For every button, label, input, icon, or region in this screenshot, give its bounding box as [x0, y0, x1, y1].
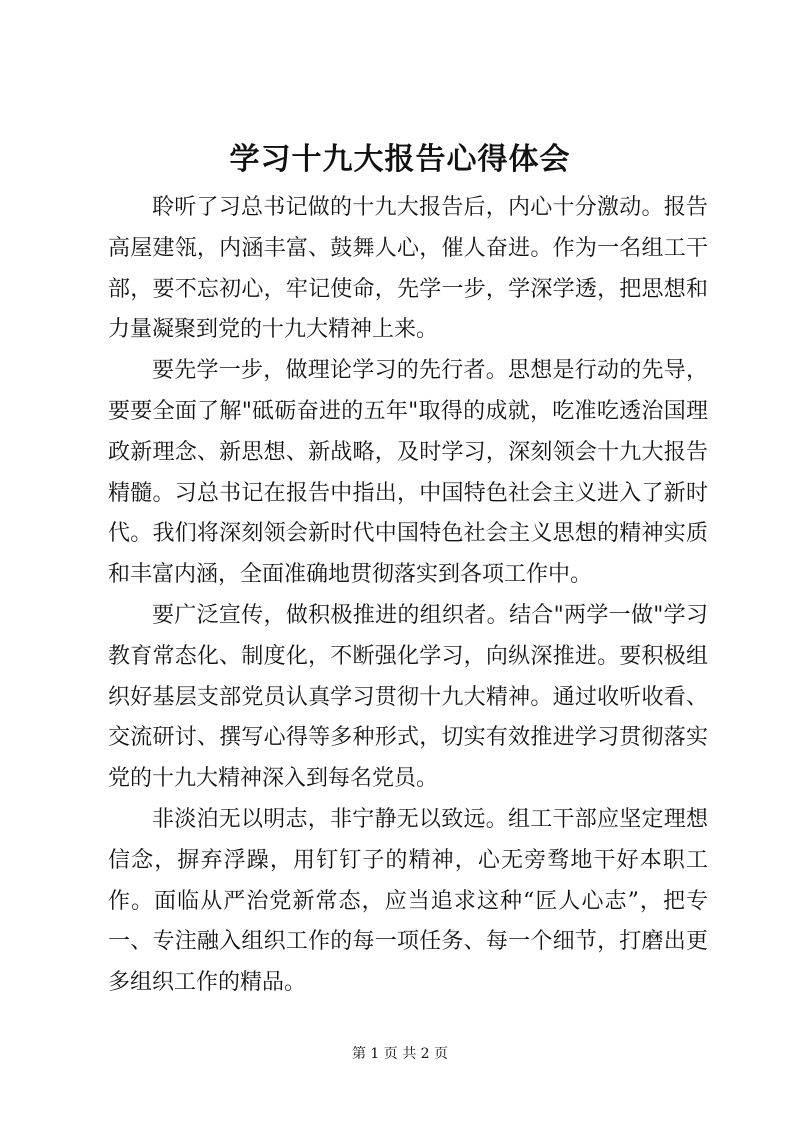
- paragraph-4: 非淡泊无以明志，非宁静无以致远。组工干部应坚定理想信念，摒弃浮躁，用钉钉子的精神，心无旁骛地干好本职工作。面临从严治党新常态，应当追求这种“匠人心志”，把专一、专注融入组织工作的每一项任务、每一个细节，打磨出更多组织工作的精品。: [108, 806, 708, 996]
- page-footer: 第 1 页 共 2 页: [351, 1046, 449, 1062]
- paragraph-1: 聆听了习总书记做的十九大报告后，内心十分激动。报告高屋建瓴，内涵丰富、鼓舞人心，催人奋进。作为一名组工干部，要不忘初心，牢记使命，先学一步，学深学透，把思想和力量凝聚到党的十九大精神上来。: [108, 195, 708, 343]
- paragraph-3: 要广泛宣传，做积极推进的组织者。结合"两学一做"学习教育常态化、制度化，不断强化学习，向纵深推进。要积极组织好基层支部党员认真学习贯彻十九大精神。通过收听收看、交流研讨、撰写心得等多种形式，切实有效推进学习贯彻落实党的十九大精神深入到每名党员。: [108, 602, 708, 792]
- document-title: 学习十九大报告心得体会: [229, 142, 571, 177]
- document-body: [108, 188, 708, 1004]
- paragraph-2: 要先学一步，做理论学习的先行者。思想是行动的先导，要要全面了解"砥砺奋进的五年"取得的成就，吃准吃透治国理政新理念、新思想、新战略，及时学习，深刻领会十九大报告精髓。习总书记在报告中指出，中国特色社会主义进入了新时代。我们将深刻领会新时代中国特色社会主义思想的精神实质和丰富内涵，全面准确地贯彻落实到各项工作中。: [108, 358, 708, 588]
